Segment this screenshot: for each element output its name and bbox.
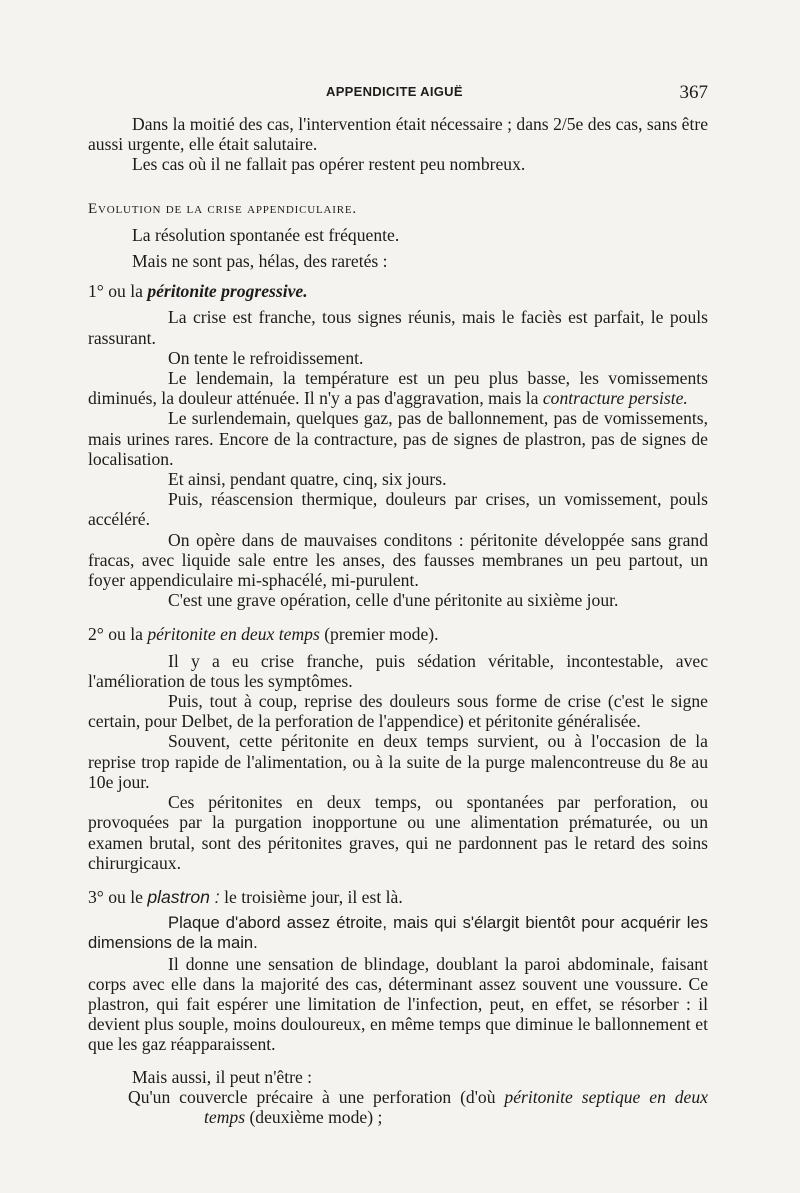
section-title: Evolution de la crise appendiculaire.: [88, 200, 357, 217]
list-item-3-suffix: le troisième jour, il est là.: [224, 886, 403, 907]
item2-para: Ces péritonites en deux temps, ou spontanées par perforation, ou provoquées par la purgation inopportune ou une alimentation prématurée, ou un examen brutal, sont des péritonites graves, qui ne pardonnent pas le retard des soins chirurgicaux.: [88, 792, 708, 873]
item2-para: Il y a eu crise franche, puis sédation véritable, incontestable, avec l'amélioration de tous les symptômes.: [88, 650, 708, 691]
list-item-3-body: [88, 913, 708, 1054]
list-item-1-body: [88, 307, 708, 610]
list-item-1-title: péritonite progressive.: [147, 281, 308, 302]
paragraph-3: La résolution spontanée est fréquente.: [132, 224, 400, 245]
final-line: [88, 1087, 708, 1127]
paragraph-2: Les cas où il ne fallait pas opérer restent peu nombreux.: [132, 154, 526, 175]
final-line-emphasis: péritonite septique en deux temps: [204, 1086, 708, 1127]
list-item-3-heading: [88, 887, 708, 907]
paragraph-4: Mais ne sont pas, hélas, des raretés :: [132, 251, 388, 272]
final-line-suffix: (deuxième mode) ;: [249, 1106, 383, 1127]
list-item-2-body: [88, 651, 708, 873]
page-body: [88, 114, 708, 1127]
list-item-2-heading: [88, 624, 708, 644]
item1-emphasis: contracture persiste.: [542, 388, 688, 409]
page-header: [90, 82, 710, 108]
item1-para: La crise est franche, tous signes réunis, mais le faciès est parfait, le pouls rassurant.: [88, 307, 708, 348]
item3-para: Plaque d'abord assez étroite, mais qui s'élargit bientôt pour acquérir les dimensions de la main.: [88, 913, 708, 953]
section-heading: [88, 197, 708, 219]
list-item-3-number: 3° ou le: [88, 886, 143, 907]
item1-para: Et ainsi, pendant quatre, cinq, six jours.: [168, 469, 447, 490]
list-item-2-suffix: (premier mode).: [324, 624, 439, 645]
item2-para: Puis, tout à coup, reprise des douleurs sous forme de crise (c'est le signe certain, pour Delbet, de la perforation de l'appendice) et péritonite généralisée.: [88, 691, 708, 732]
list-item-1-heading: [88, 281, 708, 301]
list-item-2-title: péritonite en deux temps: [147, 624, 320, 645]
item1-para: On opère dans de mauvaises conditons : péritonite développée sans grand fracas, avec liquide sale entre les anses, des fausses membranes un peu partout, un foyer appendiculaire mi-sphacélé, mi-purulent.: [88, 529, 708, 591]
item2-para: Souvent, cette péritonite en deux temps survient, ou à l'occasion de la reprise trop rapide de l'alimentation, ou à la suite de la purge malencontreuse du 8e au 10e jour.: [88, 731, 708, 792]
list-item-2-number: 2° ou la: [88, 624, 143, 645]
item3-para: Il donne une sensation de blindage, doublant la paroi abdominale, faisant corps avec elle dans la majorité des cas, déterminant assez souvent une voussure. Ce plastron, qui fait espérer une limitation de l'infection, peut, en effet, se résorber : il devient plus souple, moins douloureux, en même temps que diminue le ballonnement et que les gaz réapparaissent.: [88, 953, 708, 1055]
list-item-1-number: 1° ou la: [88, 281, 143, 302]
running-title: APPENDICITE AIGUË: [326, 84, 463, 99]
page-number: 367: [679, 82, 708, 103]
item1-para: On tente le refroidissement.: [168, 347, 364, 368]
item1-para: Puis, réascension thermique, douleurs par crises, un vomissement, pouls accéléré.: [88, 489, 708, 530]
list-item-3-title: plastron :: [147, 886, 220, 907]
item1-para: C'est une grave opération, celle d'une péritonite au sixième jour.: [168, 590, 619, 611]
item1-para: [88, 368, 708, 408]
paragraph-final: Mais aussi, il peut n'être :: [132, 1066, 313, 1087]
paragraph-1: Dans la moitié des cas, l'intervention était nécessaire ; dans 2/5e des cas, sans être aussi urgente, elle était salutaire.: [88, 114, 708, 155]
final-line-prefix: Qu'un couvercle précaire à une perforation (d'où: [128, 1086, 496, 1107]
item1-para: Le surlendemain, quelques gaz, pas de ballonnement, pas de vomissements, mais urines rares. Encore de la contracture, pas de signes de plastron, pas de signes de localisation.: [88, 408, 708, 469]
item1-para-text: Le lendemain, la température est un peu plus basse, les vomissements diminués, la douleur atténuée. Il n'y a pas d'aggravation, mais la: [88, 368, 708, 409]
